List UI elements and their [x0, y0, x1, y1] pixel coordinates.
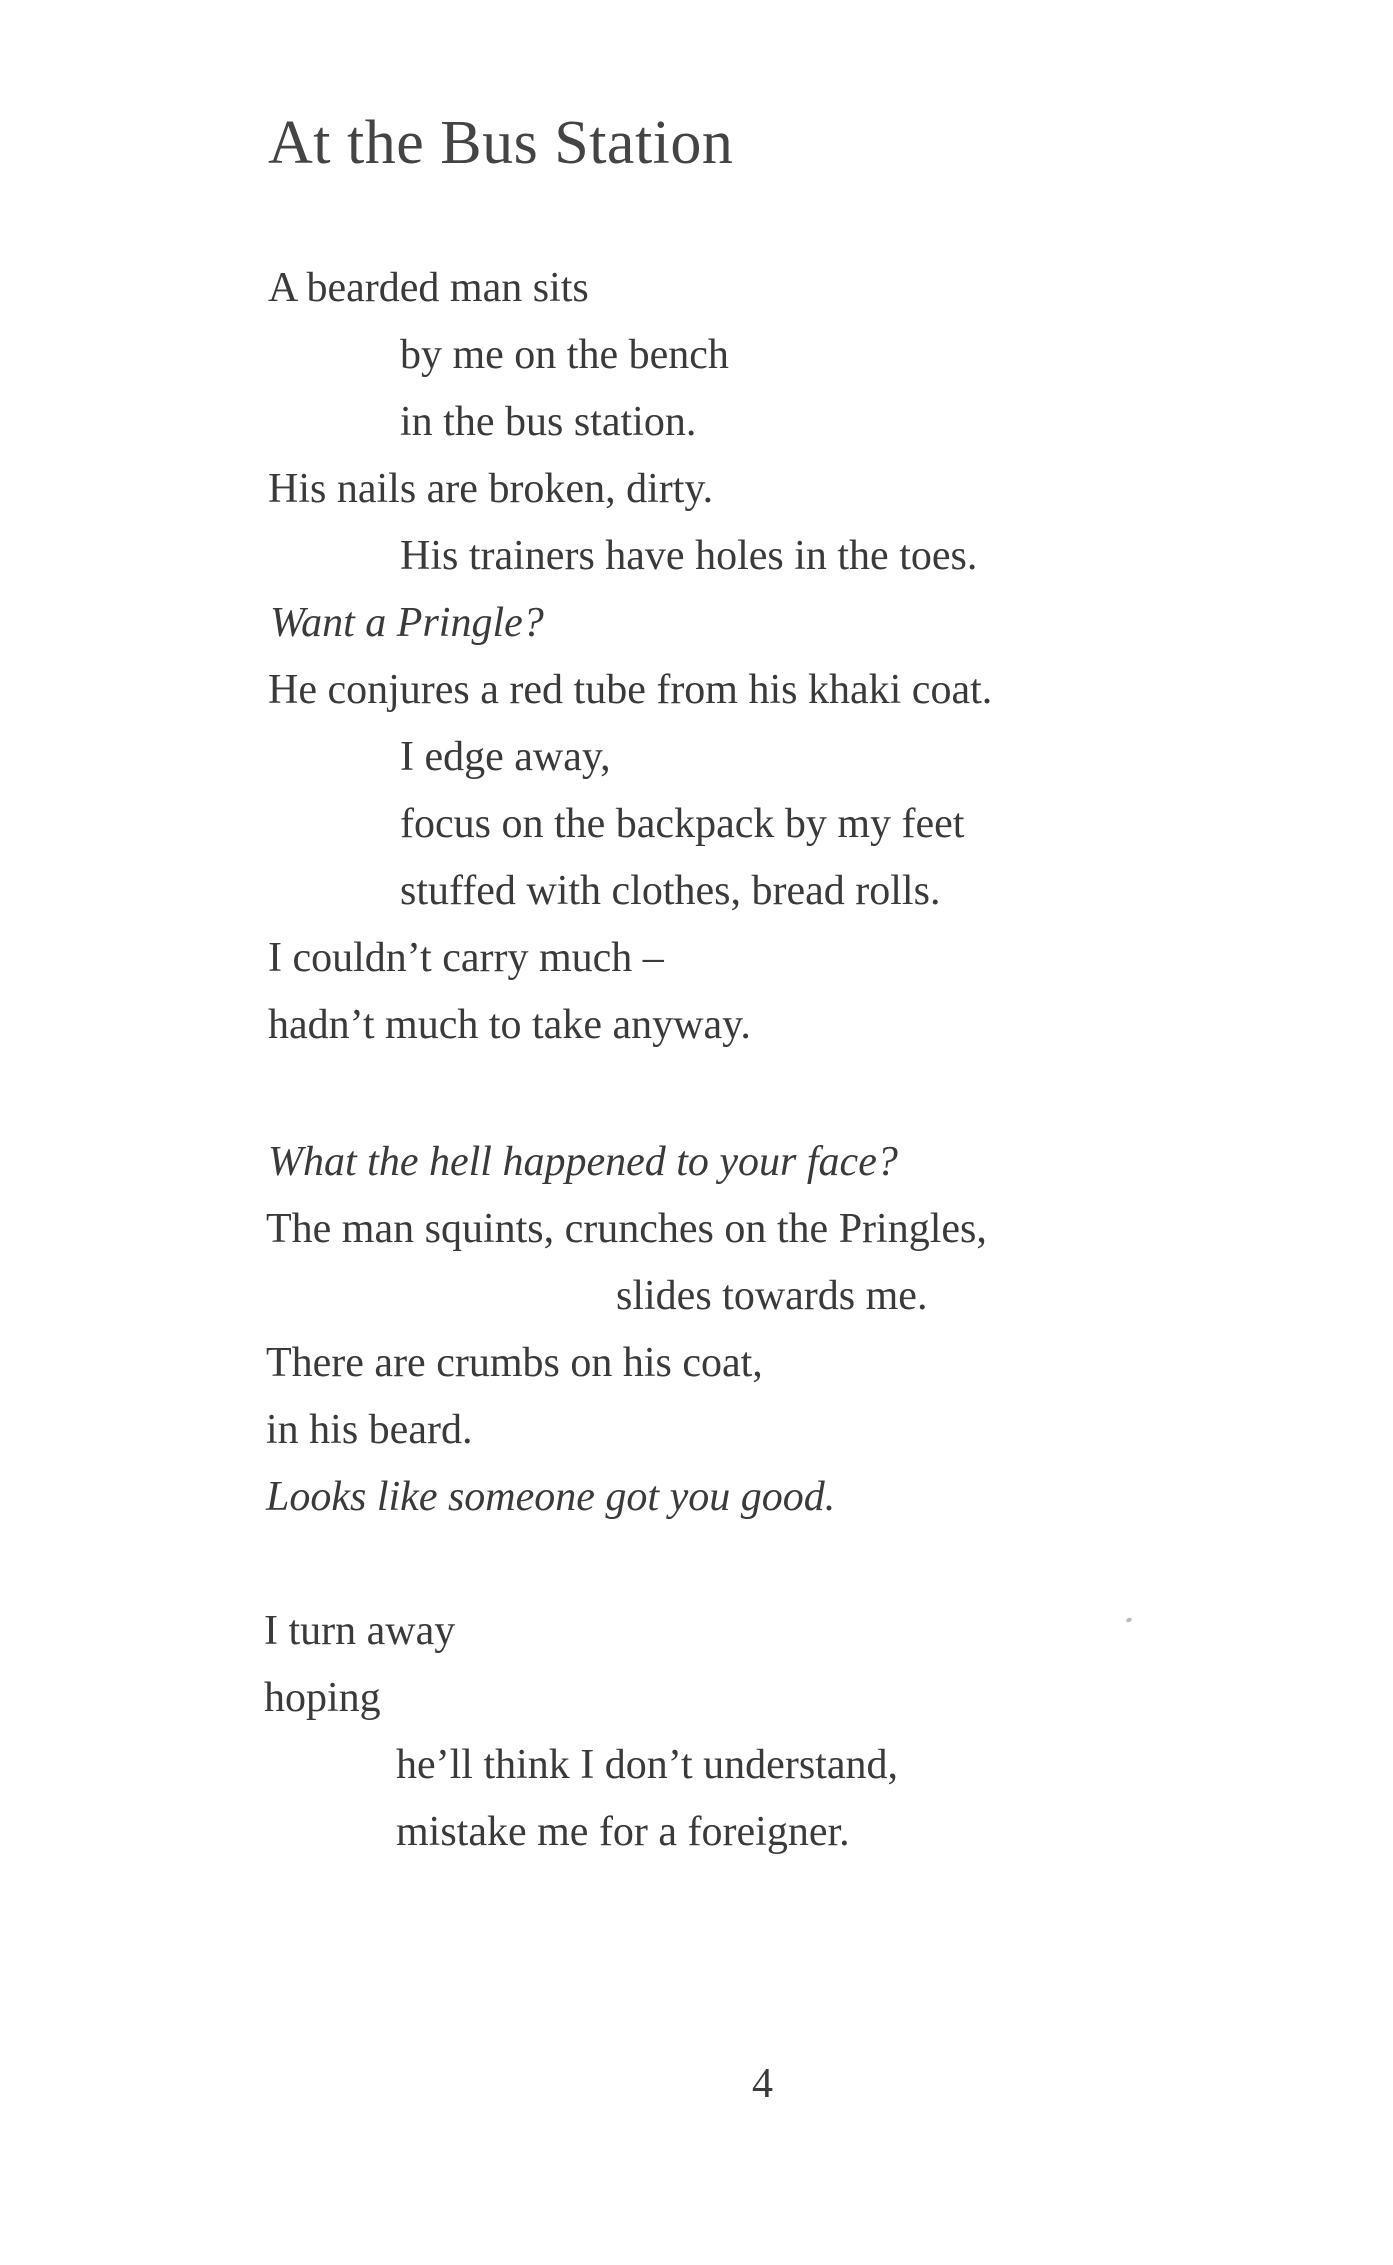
poem-line: His trainers have holes in the toes.	[400, 533, 978, 579]
poem-line: hoping	[264, 1675, 381, 1721]
poem-line-dialogue: What the hell happened to your face?	[268, 1139, 898, 1185]
poem-line: His nails are broken, dirty.	[268, 466, 714, 512]
poem-line: I turn away	[264, 1608, 456, 1654]
poem-line: I edge away,	[400, 734, 611, 780]
poem-line-dialogue: Want a Pringle?	[270, 600, 544, 646]
poem-line: He conjures a red tube from his khaki coat.	[268, 667, 993, 713]
poem-line: A bearded man sits	[268, 265, 589, 311]
poem-line: in the bus station.	[400, 399, 697, 445]
poem-line-dialogue: Looks like someone got you good.	[266, 1474, 836, 1520]
poem-line: focus on the backpack by my feet	[400, 801, 965, 847]
poem-line: The man squints, crunches on the Pringles,	[266, 1206, 987, 1252]
page-number: 4	[752, 2061, 773, 2107]
poem-line: he’ll think I don’t understand,	[396, 1742, 898, 1788]
poem-title: At the Bus Station	[268, 109, 734, 177]
poem-line: by me on the bench	[400, 332, 729, 378]
poem-line: stuffed with clothes, bread rolls.	[400, 868, 941, 914]
poem-line: I couldn’t carry much –	[268, 935, 664, 981]
poem-line: mistake me for a foreigner.	[396, 1809, 850, 1855]
poem-line: There are crumbs on his coat,	[266, 1340, 763, 1386]
poem-line: hadn’t much to take anyway.	[268, 1002, 751, 1048]
print-speck	[1125, 1617, 1132, 1623]
poem-line: in his beard.	[266, 1407, 473, 1453]
poem-line: slides towards me.	[616, 1273, 928, 1319]
